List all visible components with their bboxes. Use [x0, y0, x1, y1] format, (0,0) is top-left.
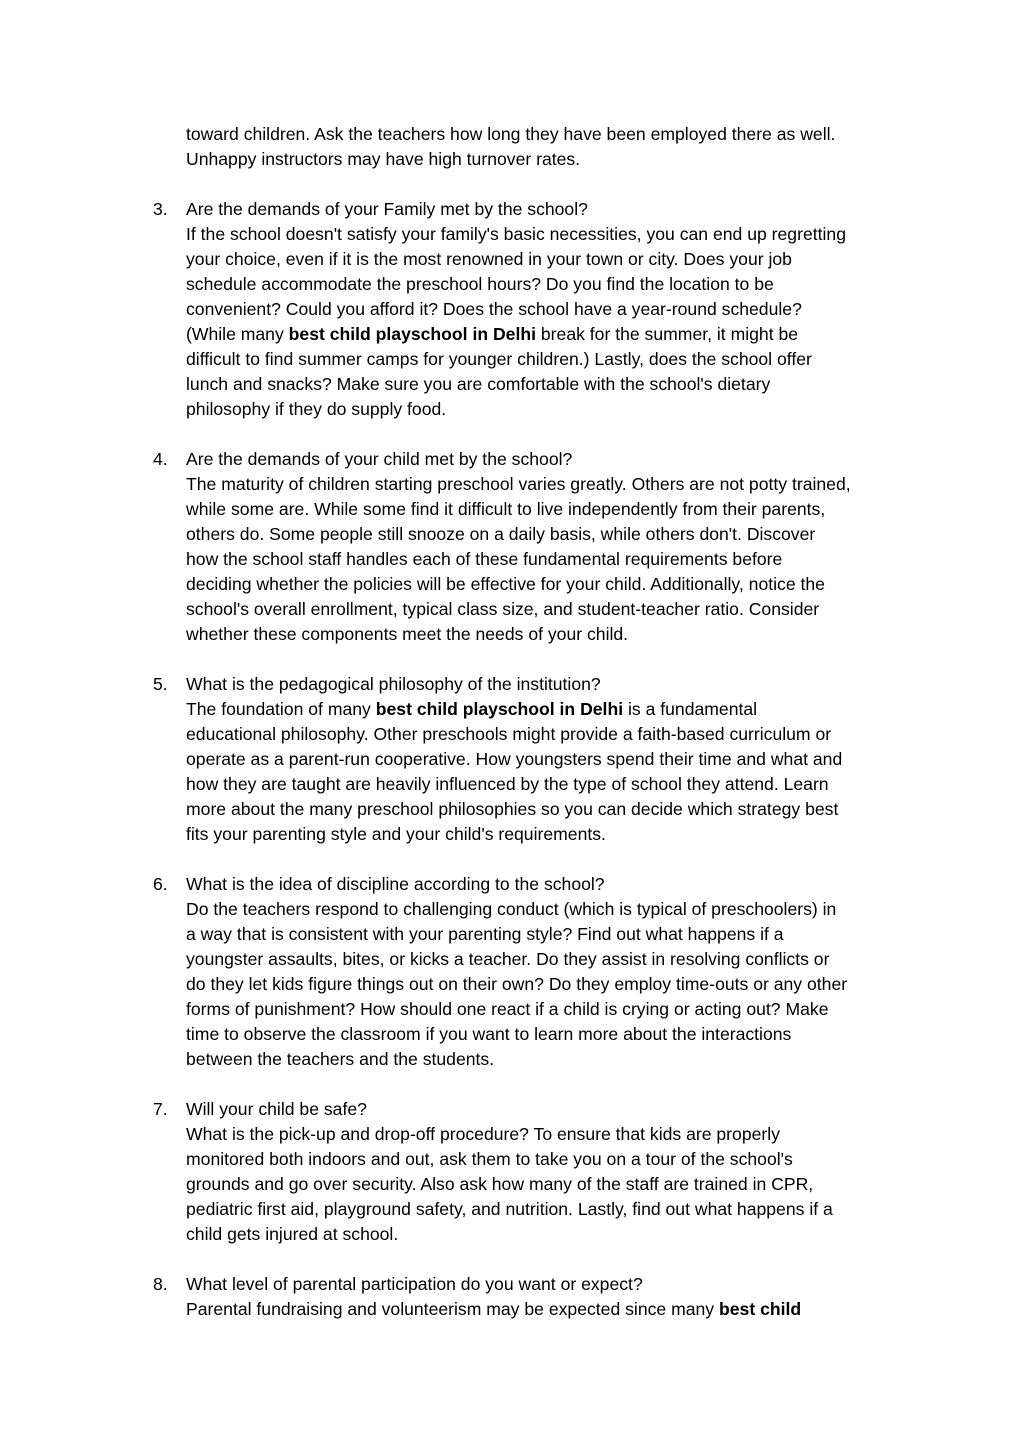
list-number: 8.: [153, 1274, 168, 1294]
text-segment: (While many: [186, 324, 289, 344]
item-text-line: schedule accommodate the preschool hours? Do you find the location to be: [186, 274, 774, 294]
item-text-line: school's overall enrollment, typical class size, and student-teacher ratio. Consider: [186, 599, 820, 619]
text-segment: Parental fundraising and volunteerism may be expected since many: [186, 1299, 719, 1319]
item-text-line: [186, 322, 926, 347]
item-question: What level of parental participation do you want or expect?: [186, 1274, 643, 1294]
item-text-line: grounds and go over security. Also ask how many of the staff are trained in CPR,: [186, 1174, 814, 1194]
item-question: Are the demands of your Family met by the school?: [186, 199, 588, 219]
item-text-line: forms of punishment? How should one react if a child is crying or acting out? Make: [186, 999, 829, 1019]
list-number: 6.: [153, 874, 168, 894]
item-text-line: monitored both indoors and out, ask them to take you on a tour of the school's: [186, 1149, 793, 1169]
item-text-line: Do the teachers respond to challenging conduct (which is typical of preschoolers) in: [186, 899, 837, 919]
text-segment: The foundation of many: [186, 699, 376, 719]
item-text-line: do they let kids figure things out on their own? Do they employ time-outs or any other: [186, 974, 848, 994]
item-text-line: time to observe the classroom if you want to learn more about the interactions: [186, 1024, 792, 1044]
intro-line: toward children. Ask the teachers how long they have been employed there as well.: [186, 124, 836, 144]
bold-keyword: best child playschool in Delhi: [375, 699, 624, 719]
item-text-line: educational philosophy. Other preschools might provide a faith-based curriculum or: [186, 724, 832, 744]
list-item-body: [186, 197, 926, 422]
item-text-line: convenient? Could you afford it? Does the school have a year-round schedule?: [186, 299, 802, 319]
list-number: 3.: [153, 199, 168, 219]
item-text-line: youngster assaults, bites, or kicks a teacher. Do they assist in resolving conflicts or: [186, 949, 830, 969]
item-text-line: lunch and snacks? Make sure you are comfortable with the school's dietary: [186, 374, 771, 394]
list-number: 7.: [153, 1099, 168, 1119]
item-question: What is the idea of discipline according to the school?: [186, 874, 605, 894]
list-item-body: [186, 447, 926, 647]
list-item-body: [186, 672, 926, 847]
item-text-line: while some are. While some find it difficult to live independently from their parents,: [186, 499, 826, 519]
bold-keyword: best child playschool in Delhi: [288, 324, 536, 344]
item-text-line: whether these components meet the needs of your child.: [186, 624, 629, 644]
item-text-line: pediatric first aid, playground safety, and nutrition. Lastly, find out what happens if a: [186, 1199, 833, 1219]
item-text-line: philosophy if they do supply food.: [186, 399, 447, 419]
item-text-line: how they are taught are heavily influenced by the type of school they attend. Learn: [186, 774, 829, 794]
text-segment: is a fundamental: [623, 699, 758, 719]
list-item-body: [186, 1097, 926, 1247]
item-text-line: your choice, even if it is the most renowned in your town or city. Does your job: [186, 249, 792, 269]
list-item-body: [186, 1272, 926, 1322]
item-text-line: [186, 1297, 926, 1322]
item-question: Will your child be safe?: [186, 1099, 367, 1119]
text-segment: break for the summer, it might be: [536, 324, 799, 344]
item-text-line: others do. Some people still snooze on a daily basis, while others don't. Discover: [186, 524, 816, 544]
item-text-line: fits your parenting style and your child's requirements.: [186, 824, 606, 844]
intro-paragraph: [186, 122, 926, 172]
item-text-line: child gets injured at school.: [186, 1224, 399, 1244]
item-question: Are the demands of your child met by the school?: [186, 449, 573, 469]
item-text-line: If the school doesn't satisfy your family's basic necessities, you can end up regretting: [186, 224, 846, 244]
list-number: 5.: [153, 674, 168, 694]
item-question: What is the pedagogical philosophy of the institution?: [186, 674, 601, 694]
intro-line: Unhappy instructors may have high turnover rates.: [186, 149, 581, 169]
item-text-line: how the school staff handles each of these fundamental requirements before: [186, 549, 783, 569]
item-text-line: more about the many preschool philosophies so you can decide which strategy best: [186, 799, 839, 819]
item-text-line: deciding whether the policies will be effective for your child. Additionally, notice the: [186, 574, 825, 594]
item-text-line: operate as a parent-run cooperative. How youngsters spend their time and what and: [186, 749, 843, 769]
item-text-line: What is the pick-up and drop-off procedure? To ensure that kids are properly: [186, 1124, 780, 1144]
list-number: 4.: [153, 449, 168, 469]
item-text-line: a way that is consistent with your parenting style? Find out what happens if a: [186, 924, 784, 944]
list-item-body: [186, 872, 926, 1072]
item-text-line: between the teachers and the students.: [186, 1049, 495, 1069]
item-text-line: The maturity of children starting preschool varies greatly. Others are not potty trained,: [186, 474, 851, 494]
item-text-line: [186, 697, 926, 722]
item-text-line: difficult to find summer camps for younger children.) Lastly, does the school offer: [186, 349, 812, 369]
bold-keyword: best child: [719, 1299, 802, 1319]
